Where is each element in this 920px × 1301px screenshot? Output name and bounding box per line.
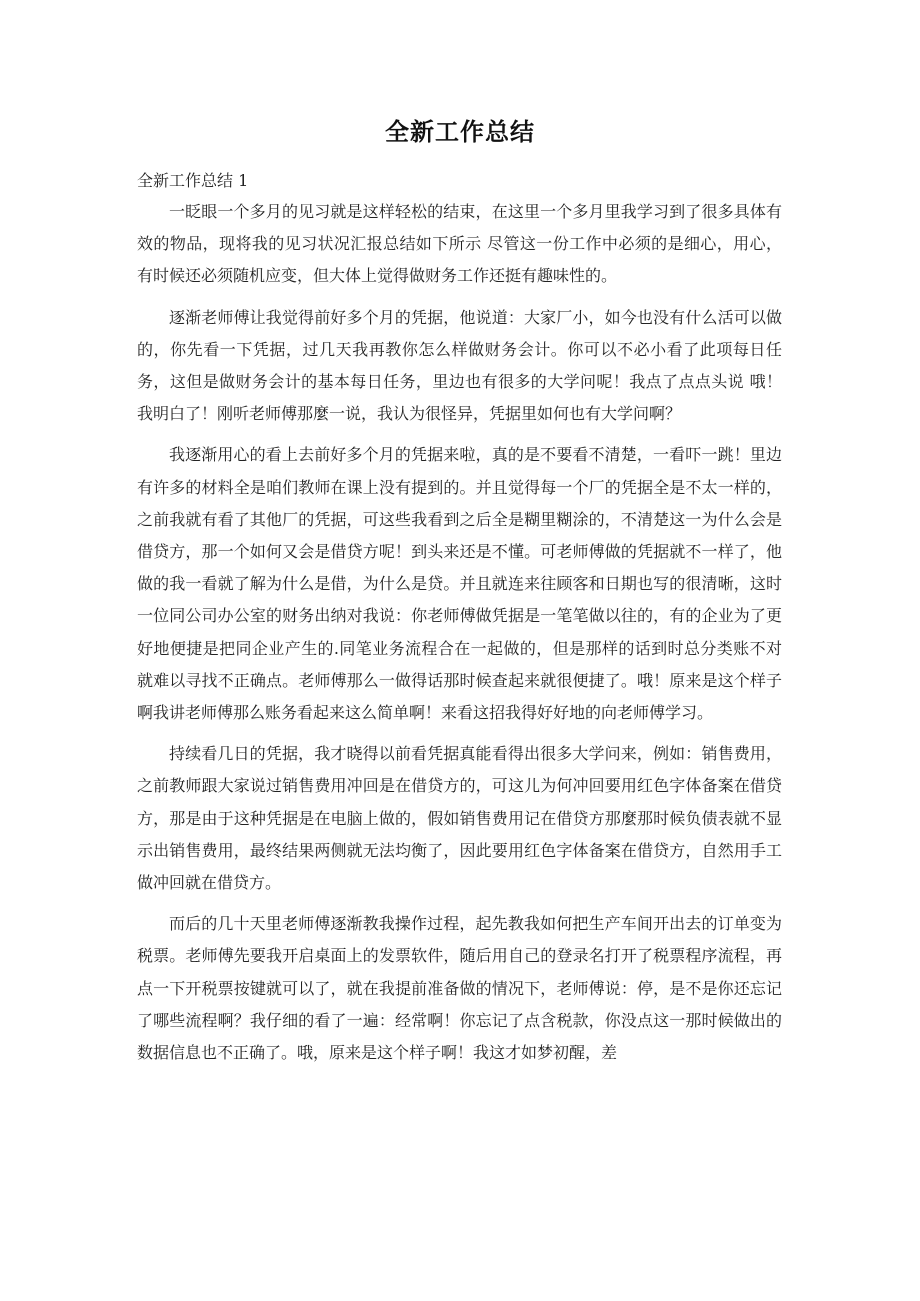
paragraph: 而后的几十天里老师傅逐渐教我操作过程，起先教我如何把生产车间开出去的订单变为税票。老师傅先要我开启桌面上的发票软件，随后用自己的登录名打开了税票程序流程，再点一下开税票按键就可以了，就在我提前准备做的情况下，老师傅说：停，是不是你还忘记了哪些流程啊？我仔细的看了一遍：经常啊！你忘记了点含税款，你没点这一那时候做出的数据信息也不正确了。哦，原来是这个样子啊！我这才如梦初醒，差: [137, 914, 782, 1063]
document-body: [137, 196, 782, 1078]
paragraph: 逐渐老师傅让我觉得前好多个月的凭据，他说道：大家厂小，如今也没有什么活可以做的，你先看一下凭据，过几天我再教你怎么样做财务会计。你可以不必小看了此项每日任务，这但是做财务会计的基本每日任务，里边也有很多的大学问呢！我点了点点头说 哦！我明白了！刚听老师傅那麼一说，我认为很怪异，凭据里如何也有大学问啊？: [137, 307, 782, 424]
paragraph: 持续看几日的凭据，我才晓得以前看凭据真能看得出很多大学问来，例如：销售费用，之前教师跟大家说过销售费用冲回是在借贷方的，可这儿为何冲回要用红色字体备案在借贷方，那是由于这种凭据是在电脑上做的，假如销售费用记在借贷方那麼那时候负债表就不显示出销售费用，最终结果两侧就无法均衡了，因此要用红色字体备案在借贷方，自然用手工做冲回就在借贷方。: [137, 744, 782, 893]
document-title: 全新工作总结: [385, 118, 535, 146]
section-heading: 全新工作总结 1: [137, 171, 249, 190]
paragraph: 我逐渐用心的看上去前好多个月的凭据来啦，真的是不要看不清楚，一看吓一跳！里边有许多的材料全是咱们教师在课上没有提到的。并且觉得每一个厂的凭据全是不太一样的，之前我就有看了其他厂的凭据，可这些我看到之后全是糊里糊涂的，不清楚这一为什么会是借贷方，那一个如何又会是借贷方呢！到头来还是不懂。可老师傅做的凭据就不一样了，他做的我一看就了解为什么是借，为什么是贷。并且就连来往顾客和日期也写的很清晰，这时一位同公司办公室的财务出纳对我说：你老师傅做凭据是一笔笔做以往的，有的企业为了更好地便捷是把同企业产生的.同笔业务流程合在一起做的，但是那样的话到时总分类账不对就难以寻找不正确点。老师傅那么一做得话那时候查起来就很便捷了。哦！原来是这个样子啊我讲老师傅那么账务看起来这么简单啊！来看这招我得好好地的向老师傅学习。: [137, 445, 782, 723]
paragraph: 一眨眼一个多月的见习就是这样轻松的结束，在这里一个多月里我学习到了很多具体有效的物品，现将我的见习状况汇报总结如下所示 尽管这一份工作中必须的是细心，用心，有时候还必须随机应变，但大体上觉得做财务工作还挺有趣味性的。: [137, 202, 782, 286]
